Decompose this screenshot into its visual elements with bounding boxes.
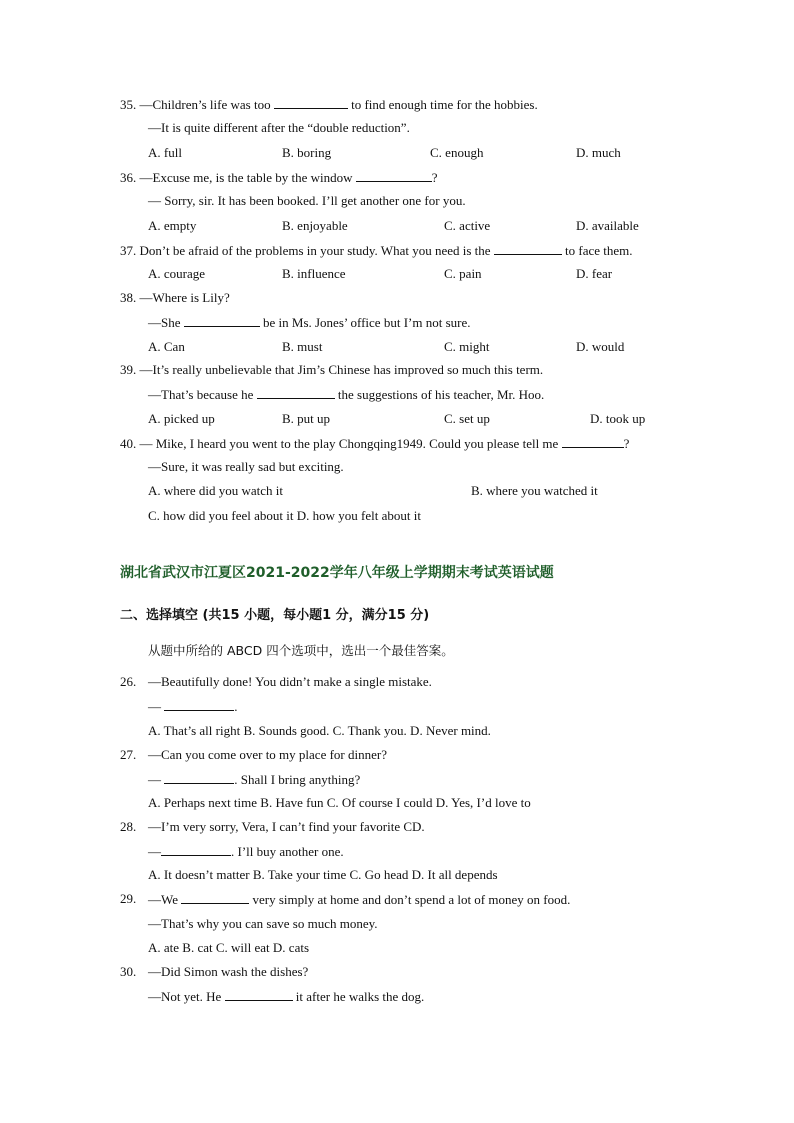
q38-option-b[interactable]: B. must — [282, 339, 323, 354]
q35-option-b[interactable]: B. boring — [282, 145, 332, 160]
q35-option-c[interactable]: C. enough — [430, 145, 484, 160]
q38-blank[interactable] — [184, 314, 260, 327]
q37-option-a[interactable]: A. courage — [148, 266, 206, 281]
instruction: 从题中所给的 ABCD 四个选项中，选出一个最佳答案。 — [148, 643, 454, 658]
q30-number: 30. — [120, 964, 137, 979]
q30-answer-line: —Not yet. He it after he walks the dog. — [148, 989, 425, 1004]
q36-reply: — Sorry, sir. It has been booked. I’ll get another one for you. — [148, 193, 466, 208]
q40-option-c-d[interactable]: C. how did you feel about it D. how you felt about it — [148, 508, 421, 523]
q30-question: —Did Simon wash the dishes? — [148, 964, 309, 979]
q39-question: 39. —It’s really unbelievable that Jim’s Chinese has improved so much this term. — [120, 362, 544, 377]
section-title: 二、选择填空 (共15 小题，每小题1 分，满分15 分) — [120, 608, 430, 623]
q26-options[interactable]: A. That’s all right B. Sounds good. C. Thank you. D. Never mind. — [148, 723, 491, 738]
q26-answer-line: — . — [148, 699, 238, 714]
q27-options[interactable]: A. Perhaps next time B. Have fun C. Of course I could D. Yes, I’d love to — [148, 795, 531, 810]
q35-stem: 35. —Children’s life was too to find enough time for the hobbies. — [120, 97, 538, 112]
q36-option-a[interactable]: A. empty — [148, 218, 197, 233]
q40-option-b[interactable]: B. where you watched it — [471, 483, 598, 498]
q39-option-d[interactable]: D. took up — [590, 411, 646, 426]
q39-stem: —That’s because he the suggestions of his teacher, Mr. Hoo. — [148, 387, 545, 402]
q27-question: —Can you come over to my place for dinner? — [148, 747, 387, 762]
q40-blank[interactable] — [562, 435, 624, 448]
q37-stem: 37. Don’t be afraid of the problems in your study. What you need is the to face them. — [120, 243, 633, 258]
q38-option-d[interactable]: D. would — [576, 339, 625, 354]
q27-blank[interactable] — [164, 771, 234, 784]
q39-option-b[interactable]: B. put up — [282, 411, 331, 426]
q29-blank[interactable] — [181, 891, 249, 904]
q39-option-a[interactable]: A. picked up — [148, 411, 215, 426]
q36-option-d[interactable]: D. available — [576, 218, 639, 233]
q28-blank[interactable] — [161, 843, 231, 856]
q37-option-d[interactable]: D. fear — [576, 266, 613, 281]
q29-number: 29. — [120, 891, 137, 906]
q35-option-d[interactable]: D. much — [576, 145, 621, 160]
q38-stem: —She be in Ms. Jones’ office but I’m not sure. — [148, 315, 471, 330]
q27-answer-line: — . Shall I bring anything? — [148, 772, 361, 787]
q40-option-a[interactable]: A. where did you watch it — [148, 483, 284, 498]
q38-option-a[interactable]: A. Can — [148, 339, 185, 354]
q39-blank[interactable] — [257, 386, 335, 399]
q39-option-c[interactable]: C. set up — [444, 411, 490, 426]
q28-answer-line: — . I’ll buy another one. — [148, 844, 344, 859]
q36-stem: 36. —Excuse me, is the table by the window ? — [120, 170, 438, 185]
q37-blank[interactable] — [494, 242, 562, 255]
q29-question: —We very simply at home and don’t spend a lot of money on food. — [148, 892, 571, 907]
q26-blank[interactable] — [164, 698, 234, 711]
q30-blank[interactable] — [225, 988, 293, 1001]
q36-option-b[interactable]: B. enjoyable — [282, 218, 348, 233]
q29-reply: —That’s why you can save so much money. — [148, 916, 378, 931]
exam-title: 湖北省武汉市江夏区2021-2022学年八年级上学期期末考试英语试题 — [120, 565, 554, 581]
q36-blank[interactable] — [356, 169, 432, 182]
q29-options[interactable]: A. ate B. cat C. will eat D. cats — [148, 940, 310, 955]
q38-option-c[interactable]: C. might — [444, 339, 490, 354]
q27-number: 27. — [120, 747, 137, 762]
q35-reply: —It is quite different after the “double reduction”. — [148, 120, 410, 135]
q28-options[interactable]: A. It doesn’t matter B. Take your time C. Go head D. It all depends — [148, 867, 498, 882]
q26-question: —Beautifully done! You didn’t make a single mistake. — [148, 674, 432, 689]
q37-option-b[interactable]: B. influence — [282, 266, 346, 281]
q35-option-a[interactable]: A. full — [148, 145, 182, 160]
q37-option-c[interactable]: C. pain — [444, 266, 482, 281]
q36-option-c[interactable]: C. active — [444, 218, 491, 233]
q40-stem: 40. — Mike, I heard you went to the play Chongqing1949. Could you please tell me ? — [120, 436, 630, 451]
q35-blank[interactable] — [274, 96, 348, 109]
q38-question: 38. —Where is Lily? — [120, 290, 230, 305]
q40-reply: —Sure, it was really sad but exciting. — [148, 459, 344, 474]
q28-number: 28. — [120, 819, 137, 834]
q26-number: 26. — [120, 674, 137, 689]
q28-question: —I’m very sorry, Vera, I can’t find your favorite CD. — [148, 819, 425, 834]
